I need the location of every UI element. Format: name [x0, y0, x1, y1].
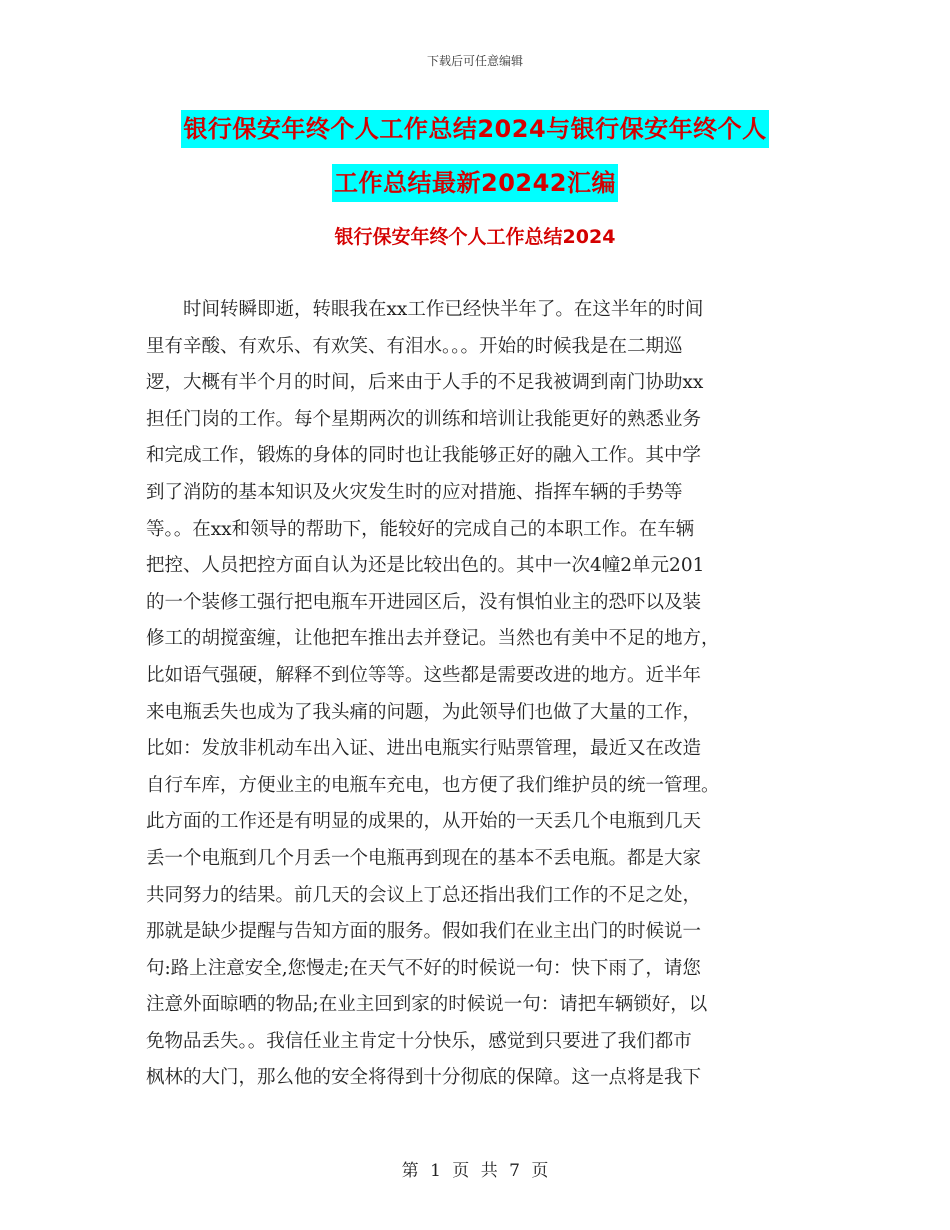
page-header: 下载后可任意编辑 [426, 54, 523, 68]
body-line: 句:路上注意安全,您慢走;在天气不好的时候说一句：快下雨了，请您 [146, 957, 701, 979]
body-line: 比如：发放非机动车出入证、进出电瓶实行贴票管理，最近又在改造 [146, 738, 702, 760]
body-line: 共同努力的结果。前几天的会议上丁总还指出我们工作的不足之处， [146, 884, 702, 906]
body-paragraph [146, 292, 810, 1097]
body-line: 和完成工作，锻炼的身体的同时也让我能够正好的融入工作。其中学 [146, 445, 702, 467]
body-line: 来电瓶丢失也成为了我头痛的问题，为此领导们也做了大量的工作， [146, 701, 702, 723]
body-line: 此方面的工作还是有明显的成果的，从开始的一天丢几个电瓶到几天 [146, 811, 702, 833]
page-footer: 第 1 页 共 7 页 [401, 1161, 549, 1181]
section-title: 银行保安年终个人工作总结2024 [334, 226, 616, 248]
body-line: 到了消防的基本知识及火灾发生时的应对措施、指挥车辆的手势等 [146, 481, 683, 503]
title-line-2: 工作总结最新20242汇编 [332, 164, 618, 202]
body-line: 枫林的大门，那么他的安全将得到十分彻底的保障。这一点将是我下 [146, 1067, 702, 1089]
body-line: 担任门岗的工作。每个星期两次的训练和培训让我能更好的熟悉业务 [146, 408, 702, 430]
body-line: 那就是缺少提醒与告知方面的服务。假如我们在业主出门的时候说一 [146, 921, 702, 943]
body-line: 里有辛酸、有欢乐、有欢笑、有泪水。。。开始的时候我是在二期巡 [146, 335, 683, 357]
body-line: 免物品丢失。。我信任业主肯定十分快乐，感觉到只要进了我们都市 [146, 1030, 692, 1052]
body-line: 等。。在xx和领导的帮助下，能较好的完成自己的本职工作。在车辆 [146, 518, 695, 540]
body-line: 丢一个电瓶到几个月丢一个电瓶再到现在的基本不丢电瓶。都是大家 [146, 847, 702, 869]
body-line: 注意外面晾晒的物品;在业主回到家的时候说一句：请把车辆锁好，以 [146, 994, 708, 1016]
document-title [0, 110, 950, 202]
title-line-1: 银行保安年终个人工作总结2024与银行保安年终个人 [181, 110, 768, 148]
body-line: 比如语气强硬，解释不到位等等。这些都是需要改进的地方。近半年 [146, 664, 702, 686]
body-line: 的一个装修工强行把电瓶车开进园区后，没有惧怕业主的恐吓以及装 [146, 591, 702, 613]
body-line: 把控、人员把控方面自认为还是比较出色的。其中一次4幢2单元201 [146, 555, 705, 577]
body-line: 自行车库，方便业主的电瓶车充电，也方便了我们维护员的统一管理。 [146, 774, 720, 796]
body-line: 时间转瞬即逝，转眼我在xx工作已经快半年了。在这半年的时间 [146, 299, 704, 320]
body-line: 逻，大概有半个月的时间，后来由于人手的不足我被调到南门协助xx [146, 372, 704, 394]
body-line: 修工的胡搅蛮缠，让他把车推出去并登记。当然也有美中不足的地方， [146, 628, 720, 650]
